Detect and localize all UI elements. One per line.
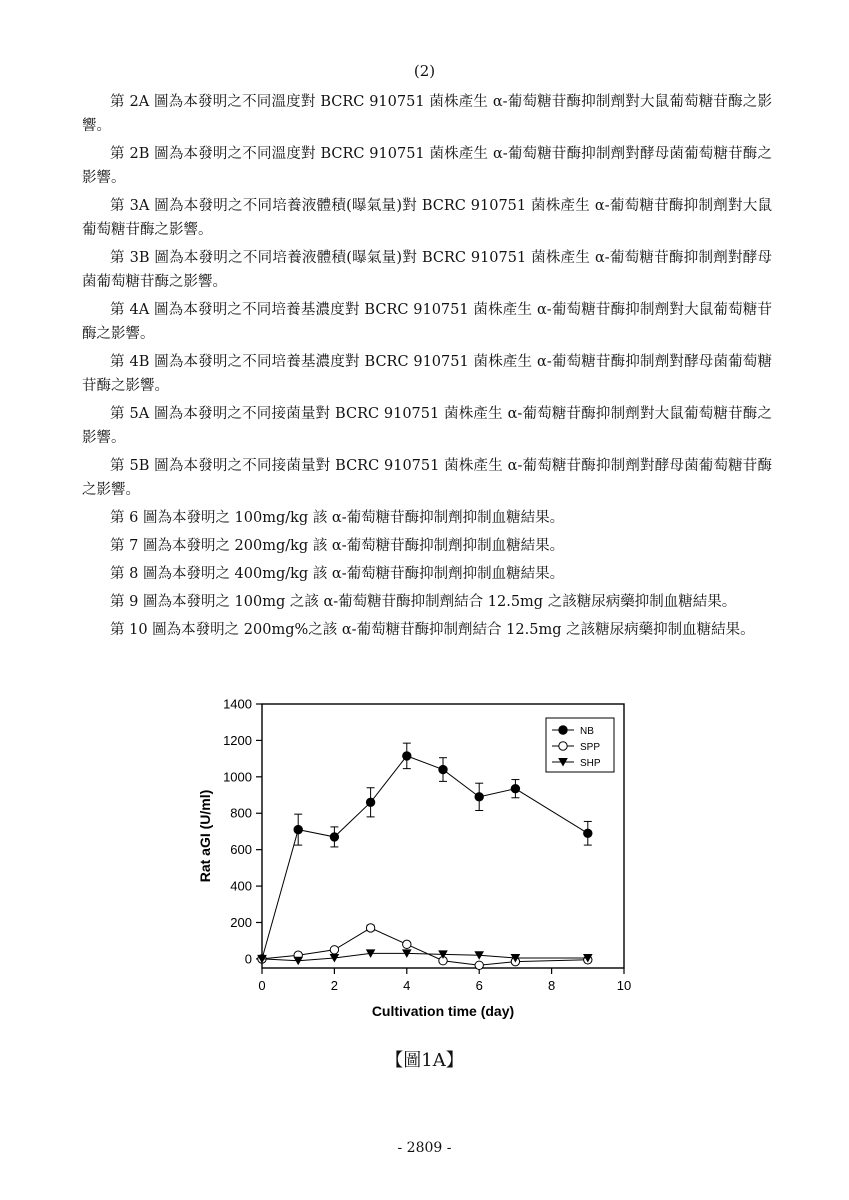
y-axis-label: Rat aGI (U/ml) xyxy=(197,789,213,883)
x-tick-label: 4 xyxy=(403,978,411,993)
paragraph-fig-2b: 第 2B 圖為本發明之不同溫度對 BCRC 910751 菌株產生 α-葡萄糖苷酶抑制劑對酵母菌葡萄糖苷酶之影響。 xyxy=(82,146,772,186)
y-tick-label: 600 xyxy=(230,842,252,858)
x-tick-label: 0 xyxy=(258,978,266,993)
y-tick-label: 800 xyxy=(230,805,252,821)
paragraph-fig-7: 第 7 圖為本發明之 200mg/kg 該 α-葡萄糖苷酶抑制劑抑制血糖結果。 xyxy=(110,538,565,554)
legend-label-spp: SPP xyxy=(580,742,601,753)
data-point-spp xyxy=(403,940,411,948)
paragraph-fig-2a: 第 2A 圖為本發明之不同溫度對 BCRC 910751 菌株產生 α-葡萄糖苷酶抑制劑對大鼠葡萄糖苷酶之影響。 xyxy=(82,94,772,134)
series-line-nb xyxy=(262,756,588,959)
data-point-nb xyxy=(475,793,483,801)
legend-label-nb: NB xyxy=(580,726,594,737)
y-tick-label: 1200 xyxy=(223,732,252,748)
page-header: (2) xyxy=(413,62,436,80)
page-number: - 2809 - xyxy=(397,1140,452,1156)
paragraph-fig-8: 第 8 圖為本發明之 400mg/kg 該 α-葡萄糖苷酶抑制劑抑制血糖結果。 xyxy=(110,566,565,582)
data-point-nb xyxy=(366,798,374,806)
series-line-shp xyxy=(262,953,588,960)
paragraph-fig-9: 第 9 圖為本發明之 100mg 之該 α-葡萄糖苷酶抑制劑結合 12.5mg 之該糖尿病藥抑制血糖結果。 xyxy=(110,594,737,610)
paragraph-fig-4a: 第 4A 圖為本發明之不同培養基濃度對 BCRC 910751 菌株產生 α-葡萄糖苷酶抑制劑對大鼠葡萄糖苷酶之影響。 xyxy=(82,302,772,342)
paragraph-fig-3a: 第 3A 圖為本發明之不同培養液體積(曝氣量)對 BCRC 910751 菌株產生 α-葡萄糖苷酶抑制劑對大鼠葡萄糖苷酶之影響。 xyxy=(82,198,772,238)
legend-marker-nb xyxy=(559,726,567,734)
paragraph-fig-4b: 第 4B 圖為本發明之不同培養基濃度對 BCRC 910751 菌株產生 α-葡萄糖苷酶抑制劑對酵母菌葡萄糖苷酶之影響。 xyxy=(82,354,772,394)
data-point-spp xyxy=(330,946,338,954)
legend-marker-spp xyxy=(559,742,567,750)
x-tick-label: 8 xyxy=(547,978,556,993)
paragraph-fig-10: 第 10 圖為本發明之 200mg%之該 α-葡萄糖苷酶抑制劑結合 12.5mg 之該糖尿病藥抑制血糖結果。 xyxy=(110,622,755,638)
data-point-nb xyxy=(403,752,411,760)
y-tick-label: 0 xyxy=(244,951,252,967)
data-point-nb xyxy=(584,829,592,837)
y-tick-label: 200 xyxy=(230,914,252,930)
x-tick-label: 6 xyxy=(475,978,483,993)
y-tick-label: 1000 xyxy=(223,769,252,785)
legend-label-shp: SHP xyxy=(580,758,601,769)
data-point-spp xyxy=(366,924,374,932)
data-point-spp xyxy=(475,961,483,969)
figure-caption: 【圖1A】 xyxy=(385,1050,464,1071)
paragraph-fig-5b: 第 5B 圖為本發明之不同接菌量對 BCRC 910751 菌株產生 α-葡萄糖苷酶抑制劑對酵母菌葡萄糖苷酶之影響。 xyxy=(82,458,772,498)
line-chart xyxy=(180,690,650,1030)
paragraph-fig-3b: 第 3B 圖為本發明之不同培養液體積(曝氣量)對 BCRC 910751 菌株產生 α-葡萄糖苷酶抑制劑對酵母菌葡萄糖苷酶之影響。 xyxy=(82,250,772,290)
document-body xyxy=(82,90,772,646)
data-point-nb xyxy=(330,833,338,841)
x-tick-label: 10 xyxy=(616,978,632,993)
paragraph-fig-6: 第 6 圖為本發明之 100mg/kg 該 α-葡萄糖苷酶抑制劑抑制血糖結果。 xyxy=(110,510,565,526)
y-tick-label: 400 xyxy=(230,878,252,894)
y-tick-label: 1400 xyxy=(223,696,252,712)
figure-1a xyxy=(180,690,650,1030)
data-point-nb xyxy=(511,784,519,792)
paragraph-fig-5a: 第 5A 圖為本發明之不同接菌量對 BCRC 910751 菌株產生 α-葡萄糖苷酶抑制劑對大鼠葡萄糖苷酶之影響。 xyxy=(82,406,772,446)
data-point-nb xyxy=(439,765,447,773)
x-axis-label: Cultivation time (day) xyxy=(371,1003,515,1019)
x-tick-label: 2 xyxy=(330,978,339,993)
data-point-nb xyxy=(294,825,302,833)
